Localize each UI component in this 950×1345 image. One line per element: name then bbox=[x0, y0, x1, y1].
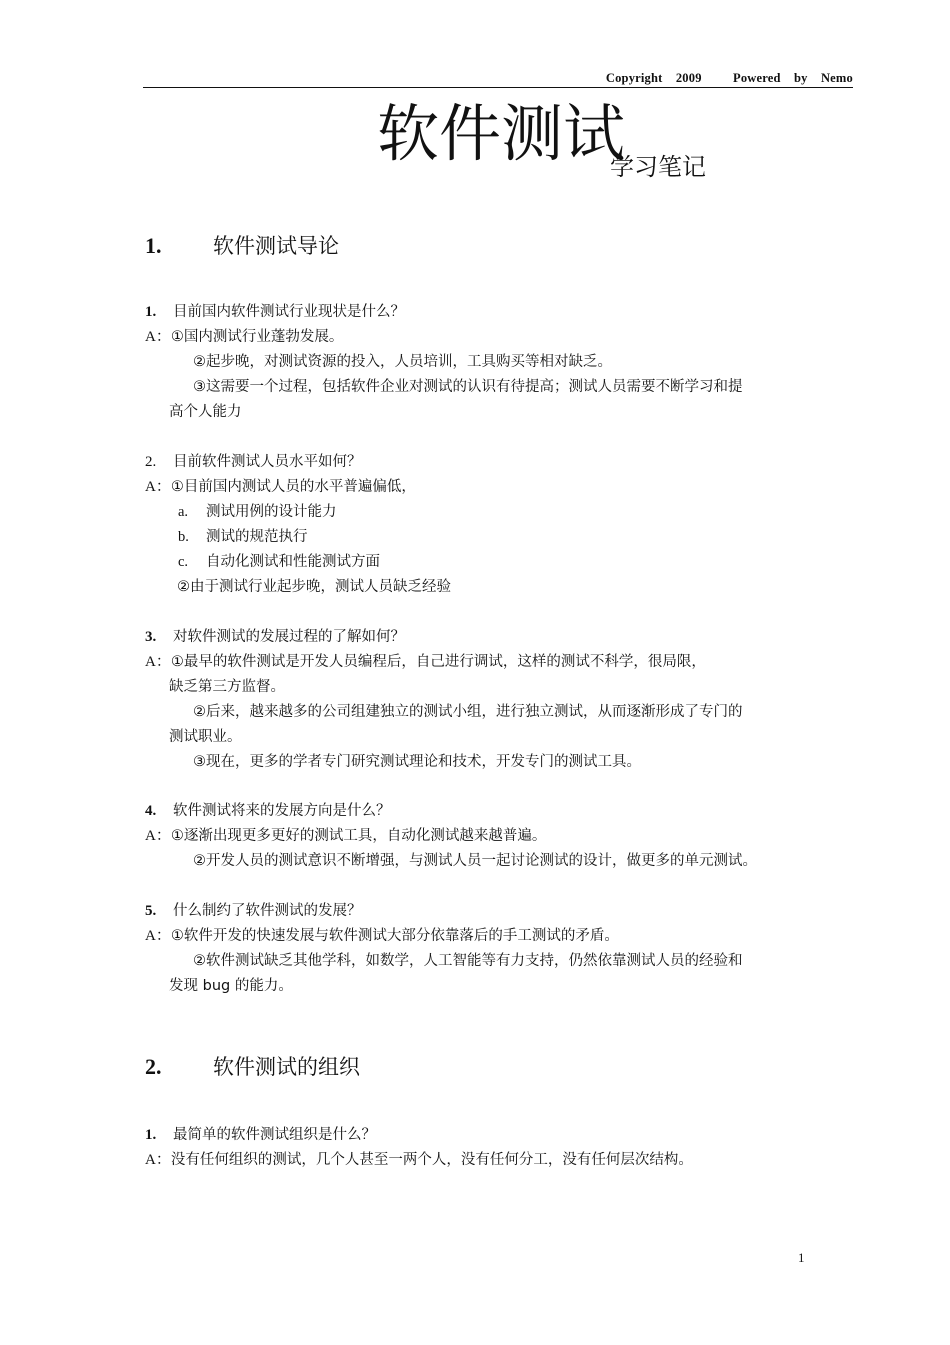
answer-text: ①国内测试行业蓬勃发展。 bbox=[170, 329, 344, 345]
list-marker: b. bbox=[178, 529, 189, 545]
header-copyright: Copyright bbox=[605, 71, 663, 85]
document-title: 软件测试 bbox=[377, 97, 626, 170]
list-marker: c. bbox=[178, 554, 189, 570]
question-text: 目前国内软件测试行业现状是什么？ bbox=[173, 304, 405, 320]
question-text: 软件测试将来的发展方向是什么？ bbox=[173, 803, 391, 819]
answer-text: ①逐渐出现更多更好的测试工具，自动化测试越来越普遍。 bbox=[170, 828, 547, 844]
answer-line: ②后来，越来越多的公司组建独立的测试小组，进行独立测试，从而逐渐形成了专门的 bbox=[193, 704, 743, 720]
answer-line bbox=[145, 926, 619, 946]
question-number: 2. bbox=[145, 454, 157, 470]
section-heading-2 bbox=[145, 1053, 360, 1081]
section-title: 软件测试的组织 bbox=[213, 1055, 360, 1079]
header-text bbox=[596, 71, 853, 86]
answer-line: ③这需要一个过程，包括软件企业对测试的认识有待提高；测试人员需要不断学习和提 bbox=[193, 379, 743, 395]
answer-line: ②开发人员的测试意识不断增强，与测试人员一起讨论测试的设计，做更多的单元测试。 bbox=[193, 853, 757, 869]
answer-line: 高个人能力 bbox=[169, 404, 242, 420]
answer-label: A： bbox=[145, 479, 171, 495]
header-by: by bbox=[794, 71, 808, 85]
answer-text: 没有任何组织的测试，几个人甚至一两个人，没有任何分工，没有任何层次结构。 bbox=[170, 1152, 693, 1168]
header-powered: Powered bbox=[733, 71, 781, 85]
header-year: 2009 bbox=[675, 71, 702, 85]
answer-line: ③现在，更多的学者专门研究测试理论和技术，开发专门的测试工具。 bbox=[193, 754, 641, 770]
answer-text: ①最早的软件测试是开发人员编程后，自己进行调试，这样的测试不科学，很局限， bbox=[170, 654, 706, 670]
question-number: 3. bbox=[145, 629, 157, 645]
section-number: 1. bbox=[145, 233, 162, 258]
question-number: 1. bbox=[145, 304, 157, 320]
list-text: 测试的规范执行 bbox=[206, 529, 308, 545]
question-text: 对软件测试的发展过程的了解如何？ bbox=[173, 629, 405, 645]
answer-label: A： bbox=[145, 828, 171, 844]
section-heading-1 bbox=[145, 232, 339, 260]
section-number: 2. bbox=[145, 1054, 162, 1079]
page-number: 1 bbox=[798, 1250, 805, 1265]
answer-line bbox=[145, 327, 343, 347]
answer-line: 发现 bug 的能力。 bbox=[169, 978, 293, 994]
answer-line bbox=[145, 652, 706, 672]
answer-line: 缺乏第三方监督。 bbox=[169, 679, 285, 695]
page-header bbox=[143, 71, 853, 88]
list-text: 测试用例的设计能力 bbox=[206, 504, 337, 520]
answer-label: A： bbox=[145, 1152, 171, 1168]
section-title: 软件测试导论 bbox=[213, 234, 339, 258]
list-item bbox=[178, 502, 337, 522]
question-1-4 bbox=[145, 801, 391, 821]
answer-line bbox=[145, 826, 546, 846]
answer-line bbox=[145, 1150, 693, 1170]
question-text: 最简单的软件测试组织是什么？ bbox=[173, 1127, 376, 1143]
question-1-1 bbox=[145, 302, 405, 322]
list-marker: a. bbox=[178, 504, 189, 520]
list-item bbox=[178, 527, 308, 547]
question-number: 4. bbox=[145, 803, 157, 819]
answer-label: A： bbox=[145, 928, 171, 944]
question-1-2 bbox=[145, 452, 362, 472]
question-text: 目前软件测试人员水平如何？ bbox=[173, 454, 362, 470]
answer-line bbox=[145, 477, 416, 497]
answer-line: ②起步晚，对测试资源的投入，人员培训，工具购买等相对缺乏。 bbox=[193, 354, 612, 370]
question-text: 什么制约了软件测试的发展？ bbox=[173, 903, 362, 919]
list-item bbox=[178, 552, 380, 572]
question-1-5 bbox=[145, 901, 362, 921]
answer-text: ①软件开发的快速发展与软件测试大部分依靠落后的手工测试的矛盾。 bbox=[170, 928, 619, 944]
answer-line: 测试职业。 bbox=[169, 729, 242, 745]
answer-label: A： bbox=[145, 329, 171, 345]
question-number: 1. bbox=[145, 1127, 157, 1143]
document-subtitle: 学习笔记 bbox=[610, 153, 706, 181]
answer-text: ①目前国内测试人员的水平普遍偏低， bbox=[170, 479, 416, 495]
header-author: Nemo bbox=[820, 71, 853, 85]
list-text: 自动化测试和性能测试方面 bbox=[206, 554, 380, 570]
answer-line: ②由于测试行业起步晚，测试人员缺乏经验 bbox=[177, 579, 451, 595]
answer-label: A： bbox=[145, 654, 171, 670]
question-2-1 bbox=[145, 1125, 376, 1145]
question-1-3 bbox=[145, 627, 405, 647]
answer-line: ②软件测试缺乏其他学科，如数学，人工智能等有力支持，仍然依靠测试人员的经验和 bbox=[193, 953, 743, 969]
question-number: 5. bbox=[145, 903, 157, 919]
